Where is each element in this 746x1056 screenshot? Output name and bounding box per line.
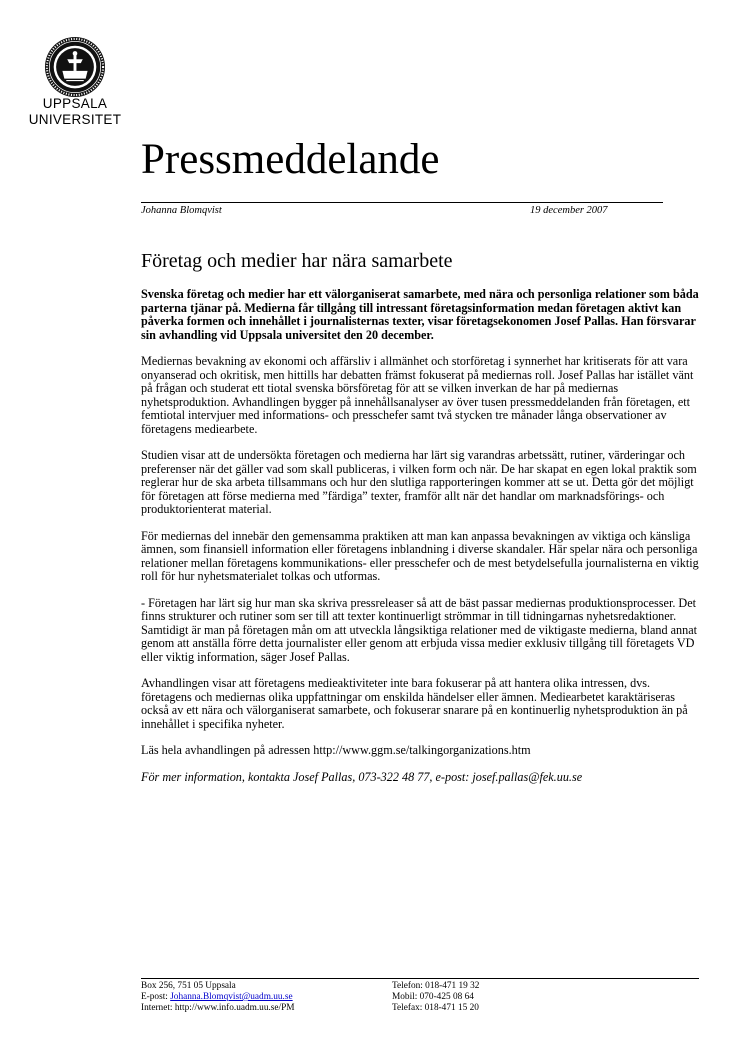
footer-mobile: Mobil: 070-425 08 64	[392, 992, 474, 1002]
university-name	[0, 96, 150, 128]
university-name-line2: UNIVERSITET	[28, 112, 122, 127]
footer-address-block	[141, 981, 295, 1014]
contact-note: För mer information, kontakta Josef Pallas, 073-322 48 77, e-post: josef.pallas@fek.uu.se	[141, 769, 583, 784]
author-name: Johanna Blomqvist	[141, 205, 222, 216]
footer-phone: Telefon: 018-471 19 32	[392, 981, 480, 991]
header-divider	[141, 202, 663, 203]
article-headline: Företag och medier har nära samarbete	[141, 250, 453, 272]
footer-address: Box 256, 751 05 Uppsala	[141, 981, 236, 991]
document-type-title: Pressmeddelande	[141, 136, 440, 183]
footer-email-label: E-post:	[141, 992, 171, 1002]
thesis-link-paragraph: Läs hela avhandlingen på adressen http://www.ggm.se/talkingorganizations.htm	[141, 743, 531, 757]
footer-email-link[interactable]: Johanna.Blomqvist@uadm.uu.se	[170, 992, 293, 1002]
publication-date: 19 december 2007	[530, 205, 608, 216]
body-paragraph: Avhandlingen visar att företagens medieaktiviteter inte bara fokuserar på att hantera olika intressen, dvs. företagens och mediernas olika uppfattningar om enskilda händelser eller ämnen. Mediearbetet karaktäriseras också av ett nära och välorganiserat samarbete, och fokuserar snarare på en kontinuerlig nyhetsproduktion än på innehållet i specifika nyheter.	[141, 676, 688, 731]
footer-email-line	[141, 992, 295, 1003]
footer-divider	[141, 978, 699, 979]
body-paragraph: Mediernas bevakning av ekonomi och affärsliv i allmänhet och storföretag i synnerhet har kritiserats för att vara onyanserad och okritisk, men hittills har debatten främst fokuserat på mediernas roll. Josef Pallas har istället vänt på frågan och studerat ett tiotal svenska börsföretag för att se vilken inverkan de har på mediernas nyhetsproduktion. Avhandlingen bygger på innehållsanalyser av över tusen pressmeddelanden från företagen, ett femtiotal intervjuer med informations- och presschefer samt två stycken tre månader långa observationer av företagens mediearbete.	[141, 354, 694, 436]
body-paragraph: För mediernas del innebär den gemensamma praktiken att man kan anpassa bevakningen av viktiga och känsliga ämnen, som finansiell information eller företagens inblandning i diverse skandaler. Här spelar nära och personliga relationer mellan företagens kommunikations- eller presschefer och de mest betydelsefulla journalisterna en viktig roll för hur nyhetsmaterialet tolkas och utformas.	[141, 528, 699, 583]
article-body	[141, 288, 701, 797]
footer-fax: Telefax: 018-471 15 20	[392, 1003, 479, 1013]
footer-phone-block	[392, 981, 479, 1014]
body-paragraph: - Företagen har lärt sig hur man ska skriva pressreleaser så att de bäst passar mediernas produktionsprocesser. Det finns strukturer och rutiner som ser till att texter kontinuerligt strömmar in till tidningarnas nyhetsredaktioner. Samtidigt är man på företagen mån om att utveckla långsiktiga relationer med de viktigaste medierna, bland annat genom att anställa förre detta journalister eller genom att erbjuda vissa medier exklusiv tillgång till företagets VD eller viktig information, säger Josef Pallas.	[141, 595, 698, 664]
footer-internet: Internet: http://www.info.uadm.uu.se/PM	[141, 1003, 295, 1013]
body-paragraph: Studien visar att de undersökta företagen och medierna har lärt sig varandras arbetssätt, rutiner, värderingar och preferenser när det gäller vad som skall publiceras, i vilken form och när. De har skapat en egen lokal praktik som reglerar hur de ska arbeta tillsammans och hur den slutliga rapporteringen kommer att se ut. Detta gör det möjligt för företagen att förse medierna med ”färdiga” texter, framför allt när det handlar om marknadsförings- och produktorienterat material.	[141, 448, 697, 516]
uppsala-university-seal-icon	[44, 36, 106, 98]
university-name-line1: UPPSALA	[42, 96, 108, 111]
lead-paragraph: Svenska företag och medier har ett välorganiserat samarbete, med nära och personliga relationer som båda parterna tjänar på. Medierna får tillgång till intressant företagsinformation medan företagen aktivt kan påverka formen och innehållet i journalisternas texter, visar företagsekonomen Josef Pallas. Han försvarar sin avhandling vid Uppsala universitet den 20 december.	[141, 287, 699, 342]
